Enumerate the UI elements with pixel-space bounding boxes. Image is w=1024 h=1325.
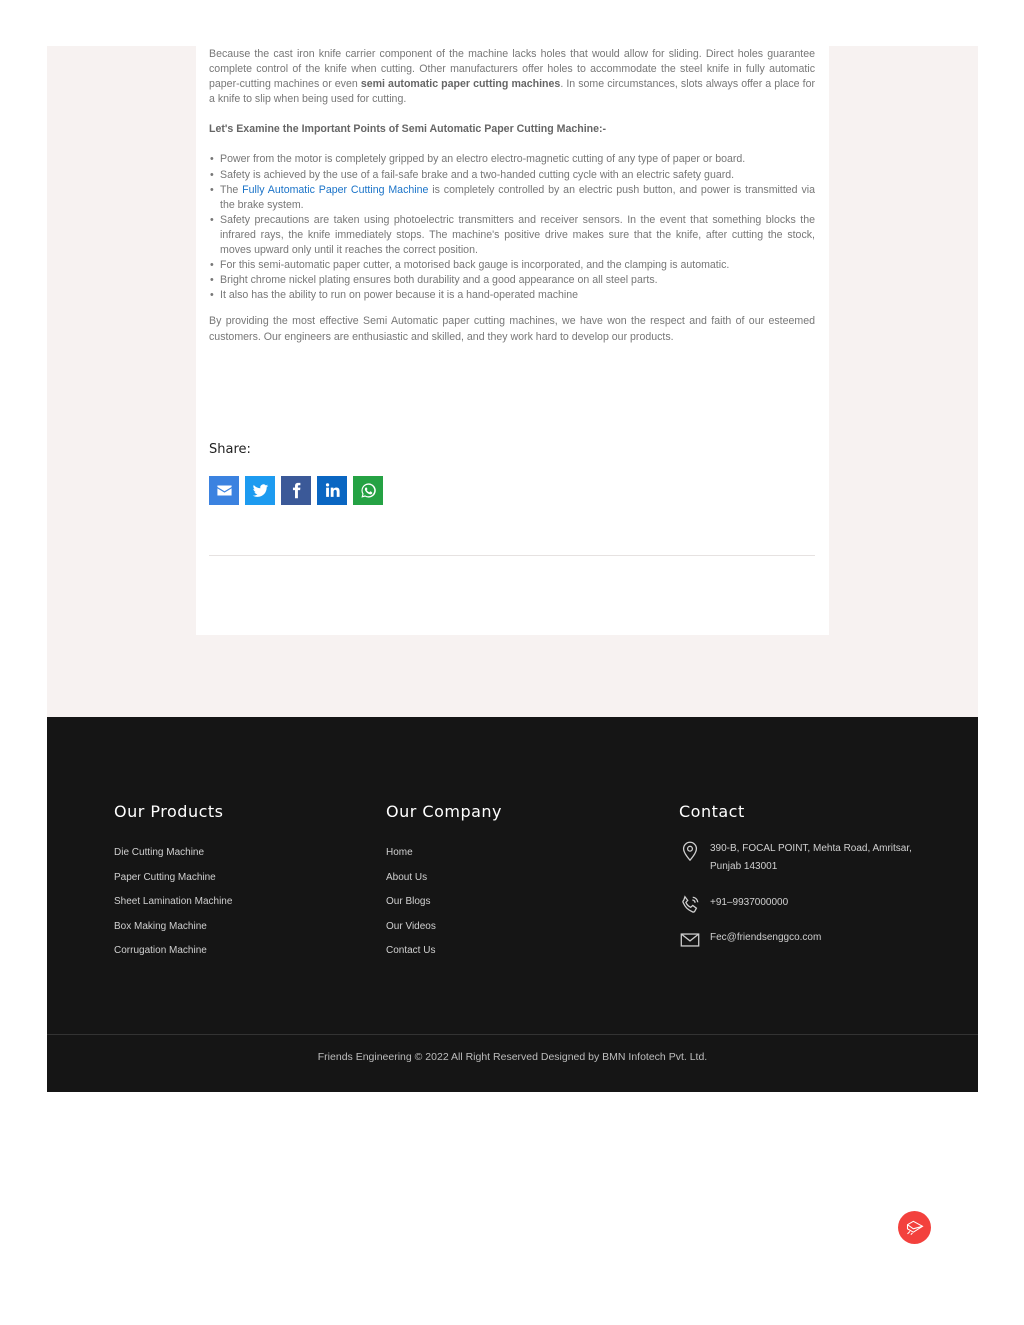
list-item: • Bright chrome nickel plating ensures both durability and a good appearance on all steel parts. bbox=[220, 273, 815, 288]
products-list bbox=[114, 841, 232, 964]
email-icon bbox=[216, 482, 233, 499]
message-send-icon bbox=[905, 1218, 925, 1238]
contact-address bbox=[679, 840, 920, 876]
footer-link-sheet-lamination[interactable]: Sheet Lamination Machine bbox=[114, 896, 233, 908]
share-label: Share: bbox=[209, 442, 251, 457]
products-title: Our Products bbox=[114, 802, 224, 821]
bold-keyword: semi automatic paper cutting machines bbox=[360, 78, 561, 91]
company-title: Our Company bbox=[386, 802, 503, 821]
footer-link-home[interactable]: Home bbox=[386, 847, 413, 858]
footer-link-corrugation[interactable]: Corrugation Machine bbox=[114, 945, 207, 957]
email-text[interactable]: Fec@friendsenggco.com bbox=[710, 932, 822, 943]
contact-title: Contact bbox=[679, 802, 745, 821]
article-content bbox=[209, 46, 815, 345]
share-linkedin-button[interactable] bbox=[317, 476, 347, 505]
company-list bbox=[386, 841, 436, 964]
footer-link-box-making[interactable]: Box Making Machine bbox=[114, 920, 207, 932]
contact-email[interactable] bbox=[679, 929, 821, 951]
list-item: • Safety precautions are taken using photoelectric transmitters and receiver sensors. In the event that something blocks the infrared rays, the knife immediately stops. The machine's positive drive makes sure that the knife, after cutting the stock, moves upward only until it reaches the correct position. bbox=[220, 213, 815, 258]
copyright-text: Friends Engineering © 2022 All Right Reserved Designed by BMN Infotech Pvt. Ltd. bbox=[317, 1051, 708, 1063]
footer-divider bbox=[47, 1034, 978, 1035]
article-paragraph-1: Because the cast iron knife carrier component of the machine lacks holes that would allow for sliding. Direct holes guarantee complete control of the knife when cutting. Other manufacturers offer holes to accommodate the steel knife in fully automatic paper-cutting machines or even semi automatic paper cutting machines. In some circumstances, slots always offer a place for a knife to slip when being used for cutting. bbox=[209, 48, 816, 106]
linkedin-icon bbox=[324, 482, 341, 499]
footer-link-about[interactable]: About Us bbox=[386, 871, 428, 883]
contact-phone[interactable] bbox=[679, 894, 788, 916]
share-whatsapp-button[interactable] bbox=[353, 476, 383, 505]
site-footer bbox=[47, 717, 978, 1092]
footer-link-die-cutting[interactable]: Die Cutting Machine bbox=[114, 847, 205, 858]
closing-paragraph: By providing the most effective Semi Automatic paper cutting machines, we have won the respect and faith of our esteemed customers. Our engineers are enthusiastic and skilled, and they work hard to develop our products. bbox=[209, 315, 815, 343]
share-email-button[interactable] bbox=[209, 476, 239, 505]
footer-link-contact[interactable]: Contact Us bbox=[386, 945, 436, 957]
footer-link-videos[interactable]: Our Videos bbox=[386, 920, 436, 932]
location-pin-icon bbox=[679, 840, 701, 862]
whatsapp-icon bbox=[360, 482, 377, 499]
share-buttons bbox=[209, 476, 383, 505]
footer-link-paper-cutting[interactable]: Paper Cutting Machine bbox=[114, 871, 216, 883]
address-text: 390-B, FOCAL POINT, Mehta Road, Amritsar, Punjab 143001 bbox=[710, 843, 912, 872]
twitter-icon bbox=[252, 482, 269, 499]
list-item: • It also has the ability to run on power because it is a hand-operated machine bbox=[220, 288, 815, 303]
article-card bbox=[196, 46, 829, 635]
phone-icon bbox=[679, 894, 701, 916]
envelope-icon bbox=[679, 929, 701, 951]
list-item: • Power from the motor is completely gripped by an electro electro-magnetic cutting of any type of paper or board. bbox=[220, 152, 815, 167]
list-item: • Safety is achieved by the use of a fail-safe brake and a two-handed cutting cycle with an electric safety guard. bbox=[220, 168, 815, 183]
floating-message-button[interactable] bbox=[898, 1211, 931, 1244]
key-points-list bbox=[209, 152, 815, 303]
share-twitter-button[interactable] bbox=[245, 476, 275, 505]
list-item: • The Fully Automatic Paper Cutting Machine is completely controlled by an electric push button, and power is transmitted via the brake system. bbox=[220, 183, 815, 213]
facebook-icon bbox=[288, 482, 305, 499]
footer-link-blogs[interactable]: Our Blogs bbox=[386, 896, 431, 908]
fully-automatic-machine-link[interactable]: Fully Automatic Paper Cutting Machine bbox=[242, 183, 429, 196]
article-divider bbox=[209, 555, 815, 556]
list-item: • For this semi-automatic paper cutter, a motorised back gauge is incorporated, and the clamping is automatic. bbox=[220, 258, 815, 273]
share-facebook-button[interactable] bbox=[281, 476, 311, 505]
phone-text[interactable]: +91–9937000000 bbox=[710, 897, 789, 908]
section-heading: Let's Examine the Important Points of Semi Automatic Paper Cutting Machine:- bbox=[209, 123, 607, 136]
